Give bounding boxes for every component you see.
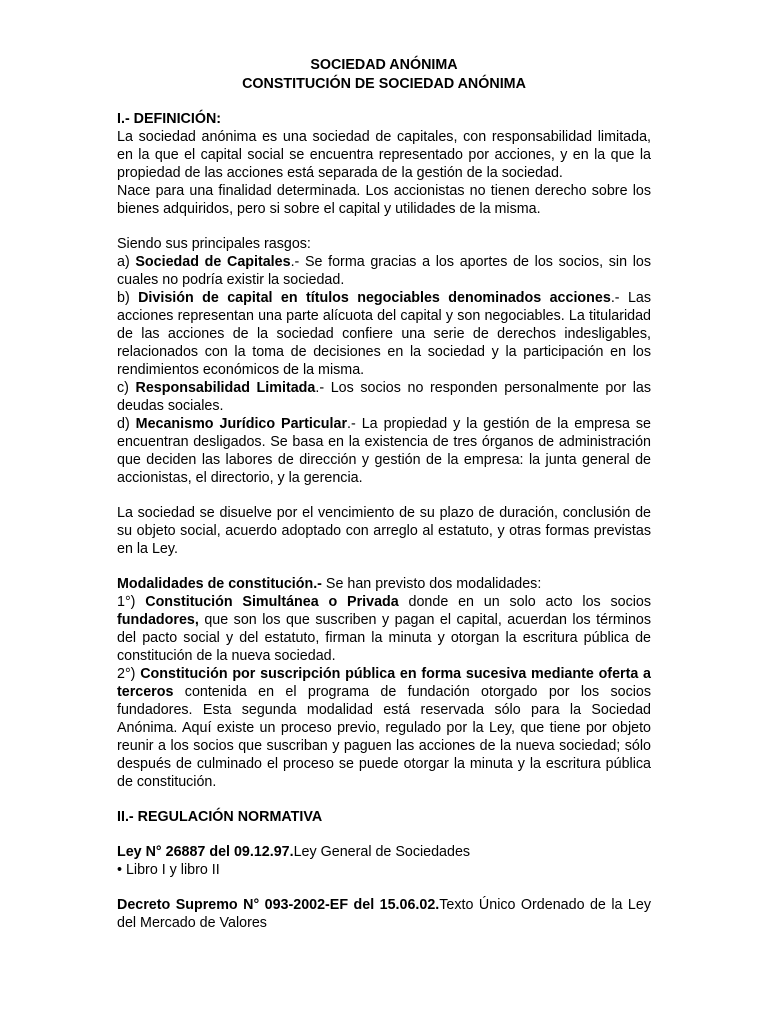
purpose-paragraph: Nace para una finalidad determinada. Los accionistas no tienen derecho sobre los bienes adquiridos, pero si sobre el capital y utilidades de la misma. — [117, 183, 651, 217]
trait-b: b) División de capital en títulos negociables denominados acciones.- Las acciones representan una parte alícuota del capital y son negociables. La titularidad de las acciones de la sociedad confiere una serie de derechos indesligables, relacionados con la toma de decisiones en la sociedad y la participación en los rendimientos económicos de la misma. — [117, 290, 651, 378]
trait-a: a) Sociedad de Capitales.- Se forma gracias a los aportes de los socios, sin los cuales no podría existir la sociedad. — [117, 254, 651, 288]
trait-d: d) Mecanismo Jurídico Particular.- La propiedad y la gestión de la empresa se encuentran desligados. Se basa en la existencia de tres órganos de administración que deciden las labores de dirección y gestión de la empresa: la junta general de accionistas, el directorio, y la gerencia. — [117, 416, 651, 486]
modality-2: 2°) Constitución por suscripción pública en forma sucesiva mediante oferta a terceros contenida en el programa de fundación otorgado por los socios fundadores. Esta segunda modalidad está reservada sólo para la Sociedad Anónima. Aquí existe un proceso previo, regulado por la Ley, que tiene por objeto reunir a los socios que suscriban y paguen las acciones de la nueva sociedad; sólo después de culminado el proceso se puede otorgar la minuta y la escritura pública de constitución. — [117, 666, 652, 790]
law-bullet: • Libro I y libro II — [117, 862, 220, 878]
trait-d-title: Mecanismo Jurídico Particular — [135, 416, 348, 432]
section-definicion-heading: I.- DEFINICIÓN: — [117, 111, 222, 127]
section-regulacion-heading: II.- REGULACIÓN NORMATIVA — [117, 809, 323, 825]
decree-entry: Decreto Supremo N° 093-2002-EF del 15.06.02.Texto Único Ordenado de la Ley del Mercado de Valores — [117, 897, 651, 931]
definition-paragraph: La sociedad anónima es una sociedad de capitales, con responsabilidad limitada, en la que el capital social se encuentra representado por acciones, y en la que la propiedad de las acciones está separada de la gestión de la sociedad. — [117, 129, 651, 181]
trait-c: c) Responsabilidad Limitada.- Los socios no responden personalmente por las deudas sociales. — [117, 380, 651, 414]
trait-a-title: Sociedad de Capitales — [135, 254, 291, 270]
law-entry: Ley N° 26887 del 09.12.97.Ley General de Sociedades — [117, 844, 471, 860]
document-titles — [117, 56, 651, 94]
dissolution-paragraph: La sociedad se disuelve por el vencimiento de su plazo de duración, conclusión de su objeto social, acuerdo adoptado con arreglo al estatuto, y otras formas previstas en la Ley. — [117, 505, 651, 557]
modalities-intro: Modalidades de constitución.- Se han previsto dos modalidades: — [117, 576, 542, 592]
traits-intro: Siendo sus principales rasgos: — [117, 236, 311, 252]
trait-c-title: Responsabilidad Limitada — [135, 380, 316, 396]
modality-1: 1°) Constitución Simultánea o Privada donde en un solo acto los socios fundadores, que son los que suscriben y pagan el capital, acuerdan los términos del pacto social y del estatuto, firman la minuta y otorgan la escritura pública de constitución de la nueva sociedad. — [117, 594, 652, 664]
trait-b-title: División de capital en títulos negociables denominados acciones — [138, 290, 611, 306]
main-title: SOCIEDAD ANÓNIMA — [310, 57, 458, 73]
subtitle: CONSTITUCIÓN DE SOCIEDAD ANÓNIMA — [242, 76, 526, 92]
